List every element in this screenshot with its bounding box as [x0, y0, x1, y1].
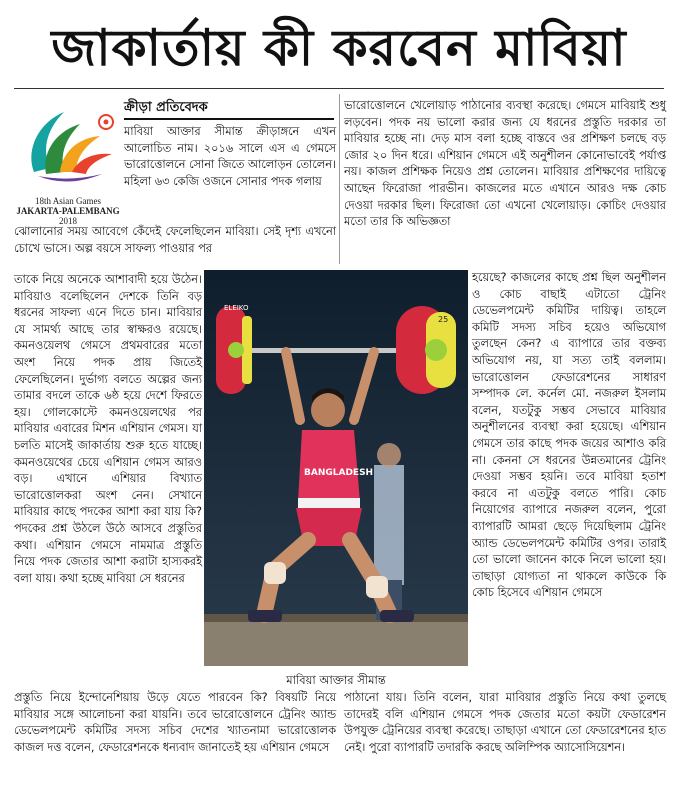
column-divider — [339, 94, 340, 264]
logo-caption — [14, 196, 122, 226]
photo-caption: মাবিয়া আক্তার সীমান্ত — [286, 673, 386, 687]
logo-caption-line2: JAKARTA-PALEMBANG — [16, 206, 120, 216]
article-wide-line — [14, 224, 336, 257]
paragraph-bottom-right: পাঠানো যায়। তিনি বলেন, যারা মাবিয়ার প্রস্তুতি নিয়ে কথা তুলছে তাদেরই বলি এশিয়ান গেমসে পদক জেতার মতো কয়টা ফেডারেশন উপযুক্ত ট্রেনিয়ের ব্যবস্থা করেছে। তাছাড়া এখানে তো ফেডারেশনের হাত নেই। পুরো ব্যাপারটি তদারকি করছে অলিম্পিক অ্যাসোসিয়েশন। — [344, 691, 666, 754]
article-intro — [124, 124, 336, 190]
weightlifter-photo — [204, 270, 468, 666]
plate-number: 25 — [438, 315, 449, 324]
paragraph-right-narrow: হয়েছে? কাজলের কাছে প্রশ্ন ছিল অনুশীলন ও কোচ বাছাই এটাতো ট্রেনিং ডেভেলপমেন্ট কমিটির দায়িত্ব। তাহলে কমিটি সদস্য সচিব হয়েও অভিযোগ তুলছেন কেন? এ ব্যাপারে তার বক্তব্য অভিযোগ নয়, যা সত্য তাই বললাম। ভারোত্তোলন ফেডারেশনের সাধারণ সম্পাদক লে. কর্নেল মো. নজরুল ইসলাম বলেন, যতটুকু সম্ভব সেভাবে মাবিয়ার অনুশীলনের ব্যবস্থা করা হয়েছে। এশিয়ান গেমসে তার কাছে পদক জয়ের আশাও করি না। কেননা সে ধরনের উন্নতমানের ট্রেনিং দেওয়া সম্ভব হয়নি। তবে মাবিয়া হতাশ করবে না এতটুকু বলতে পারি। কোচ নিয়োগের ব্যাপারে নজরুল বলেন, পুরো ব্যাপারটি আমরা ছেড়ে দিয়েছিলাম ট্রেনিং অ্যান্ড ডেভেলপমেন্ট কমিটির ওপর। তারাই তো ভালো জানেন কাকে নিলে ভালো হয়। তাছাড়া যোগ্যতা না থাকলে কাউকে কি কোচ হিসেবে এশিয়ান গেমসে — [472, 271, 666, 600]
headline: জাকার্তায় কী করবেন মাবিয়া — [51, 19, 627, 77]
paragraph-right-top: ভারোত্তোলনে খেলোয়াড় পাঠানোর ব্যবস্থা করেছে। গেমসে মাবিয়াই শুধু লড়বেন। পদক নয় ভালো করার জন্য যে ধরনের প্রস্তুতি দরকার তা মাবিয়ার হচ্ছে না। দেড় মাস বলা হচ্ছে বাস্তবে ওর প্রশিক্ষণ চলছে বড় জোর ২০ দিন ধরে। এশিয়ান গেমসে এই অনুশীলন কোনোভাবেই পর্যাপ্ত নয়। কাজল প্রশিক্ষক নিয়েও প্রশ্ন তোলেন। মাবিয়ার প্রশিক্ষণের দায়িত্বে আছেন ফিরোজা পারভীন। কাজলের মতে এখানে আরও দক্ষ কোচ দেওয়া দরকার ছিল। ফিরোজা তো এখনো খেলোয়াড়। কোচিং দেওয়ার মতো তার কি অভিজ্ঞতা — [344, 99, 666, 229]
headline-divider — [14, 88, 664, 89]
logo-caption-line3: 2018 — [59, 216, 77, 226]
article-bottom-right — [344, 690, 666, 756]
article-right-narrow — [472, 270, 666, 602]
paragraph-bottom-left: প্রস্তুতি নিয়ে ইন্দোনেশিয়ায় উড়ে যেতে পারবেন কি? বিষয়টি নিয়ে মাবিয়ার সঙ্গে আলোচনা করা যায়নি। তবে ভারোত্তোলনে ট্রেনিং অ্যান্ড ডেভেলপমেন্ট কমিটির সদস্য সচিব দেশের খ্যাতনামা ভারোত্তোলক কাজল দত্ত বলেন, ফেডারেশনকে ধন্যবাদ জানাতেই হয় এশিয়ান গেমসে — [14, 691, 336, 754]
logo-caption-line1: 18th Asian Games — [35, 196, 101, 206]
paragraph-wide: ঝোলানোর সময় আবেগে কেঁদেই ফেলেছিলেন মাবিয়া। সেই দৃশ্য এখনো চোখে ভাসে। অল্প বয়সে সাফল্য পাওয়ার পর — [14, 225, 336, 255]
article-right-top — [344, 98, 666, 231]
byline-underline — [124, 118, 334, 120]
paragraph-left-narrow: তাকে নিয়ে অনেকে আশাবাদী হয়ে উঠেন। মাবিয়াও বলেছিলেন দেশকে তিনি বড় ধরনের সাফল্য এনে দিতে চান। মাবিয়ার যে সামর্থ্য আছে তার স্বাক্ষরও রয়েছে। কমনওয়েলথ গেমসে প্রথমবারের মতো অংশ নিয়ে পদক প্রায় জিতেই ফেলেছিলেন। দুর্ভাগ্য বলতে অল্পের জন্য তামার বদলে তাকে ৬ষ্ঠ হয়ে দেশে ফিরতে হয়। গোলকোস্টে কমনওয়েলথের পর মাবিয়ার এবারের মিশন এশিয়ান গেমস। যা চলতি মাসেই জাকার্তায় শুরু হতে যাচ্ছে। কমনওয়েথের চেয়ে এশিয়ান গেমস আরও বড়। এখানে এশিয়ার বিখ্যাত ভারোত্তোলকরা অংশ নেন। সেখানে মাবিয়ার কাছে পদকের আশা করা যায় কি? পদকের প্রশ্ন উঠলে উঠে আসবে প্রস্তুতির কথা। এশিয়ান গেমসে নামমাত্র প্রস্তুতি নিয়ে পদক জেতার আশা করাটা হাস্যকরই বলা যায়। কথা হচ্ছে মাবিয়া সে ধরনের — [14, 273, 202, 585]
jersey-text: BANGLADESH — [304, 468, 374, 478]
byline: ক্রীড়া প্রতিবেদক — [124, 100, 208, 115]
plate-label-left: ELEIKO — [224, 304, 249, 312]
article-bottom-left — [14, 690, 336, 756]
paragraph-intro: মাবিয়া আক্তার সীমান্ত ক্রীড়াঙ্গনে এখন আলোচিত নাম। ২০১৬ সালে এস এ গেমসে ভারোত্তোলনে সোনা জিতে আলোড়ন তোলেন। মহিলা ৬৩ কেজি ওজনে সোনার পদক গলায় — [124, 125, 336, 188]
article-left-narrow — [14, 272, 202, 587]
